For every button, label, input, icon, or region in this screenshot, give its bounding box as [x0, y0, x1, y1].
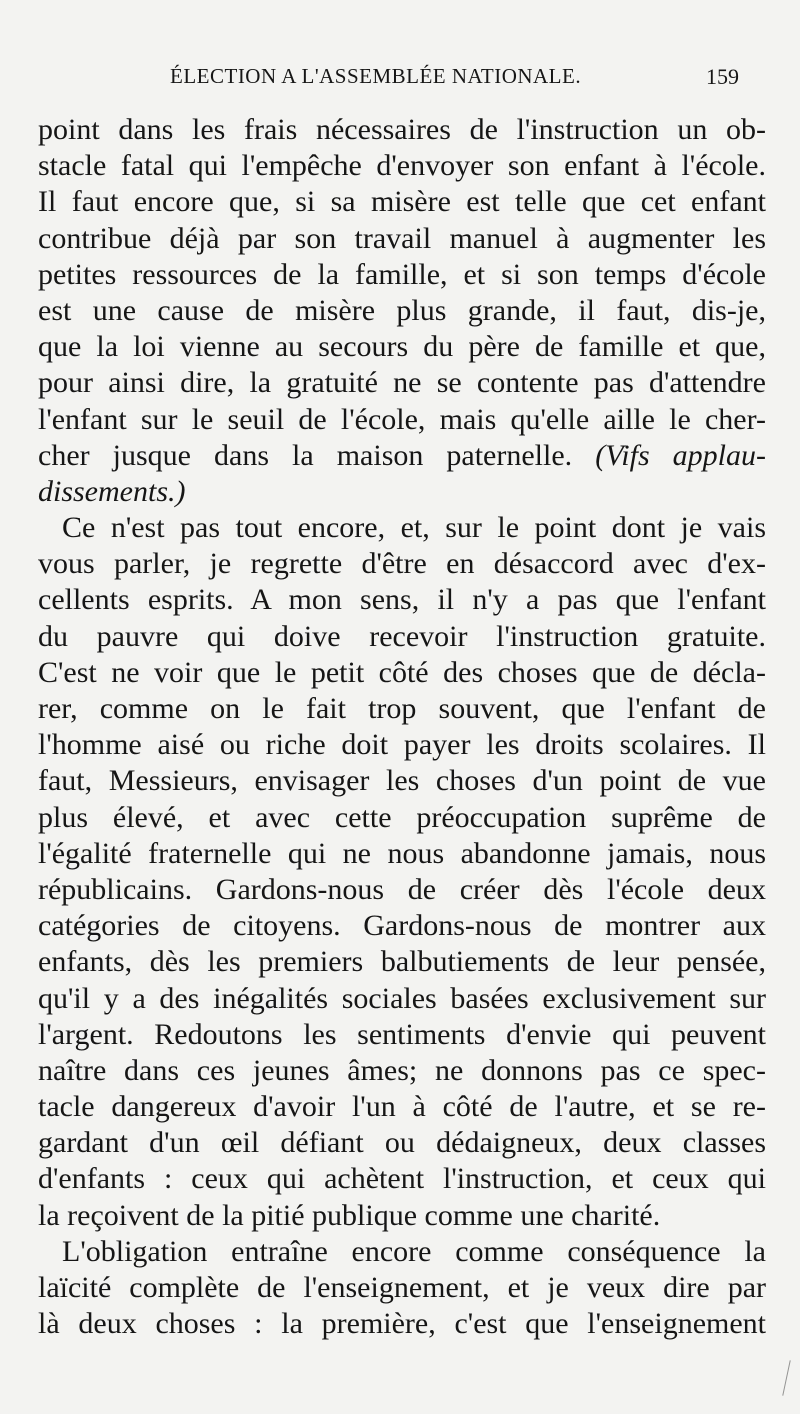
text-line: C'est ne voir que le petit côté des choses que de décla- — [38, 655, 766, 689]
text-line: pour ainsi dire, la gratuité ne se contente pas d'attendre — [38, 366, 766, 400]
text-line: gardant d'un œil défiant ou dédaigneux, deux classes — [38, 1126, 766, 1160]
text-fragment: cher jusque dans la maison paternelle. — [38, 438, 573, 472]
applause-note-end: dissements.) — [38, 474, 186, 508]
text-line: petites ressources de la famille, et si son temps d'école — [38, 257, 766, 291]
page-number: 159 — [706, 64, 739, 89]
page-edge-mark — [782, 1360, 790, 1395]
text-line: la reçoivent de la pitié publique comme une charité. — [38, 1198, 661, 1232]
text-line: cellents esprits. A mon sens, il n'y a pas que l'enfant — [38, 583, 766, 617]
text-line: laïcité complète de l'enseignement, et je veux dire par — [38, 1271, 766, 1304]
text-line: l'homme aisé ou riche doit payer les droits scolaires. Il — [38, 728, 766, 762]
text-line: là deux choses : la première, c'est que l'enseignement — [38, 1307, 766, 1341]
text-line: est une cause de misère plus grande, il faut, dis-je, — [38, 293, 766, 327]
text-line: naître dans ces jeunes âmes; ne donnons pas ce spec- — [38, 1053, 766, 1087]
text-line: enfants, dès les premiers balbutiements de leur pensée, — [38, 945, 766, 979]
text-line: que la loi vienne au secours du père de famille et que, — [38, 330, 766, 364]
text-line: d'enfants : ceux qui achètent l'instruction, et ceux qui — [38, 1162, 766, 1196]
paragraph-start: L'obligation entraîne encore comme conséquence la — [62, 1234, 766, 1268]
text-line: l'égalité fraternelle qui ne nous abandonne jamais, nous — [38, 836, 766, 870]
text-line: qu'il y a des inégalités sociales basées exclusivement sur — [38, 981, 766, 1015]
text-line: l'enfant sur le seuil de l'école, mais qu'elle aille le cher- — [38, 402, 766, 436]
text-line: vous parler, je regrette d'être en désaccord avec d'ex- — [38, 547, 766, 581]
paragraph-start: Ce n'est pas tout encore, et, sur le point dont je vais — [62, 511, 766, 545]
text-line: point dans les frais nécessaires de l'instruction un ob- — [38, 113, 766, 146]
text-line: républicains. Gardons-nous de créer dès l'école deux — [38, 872, 766, 906]
applause-note: (Vifs applau- — [595, 438, 766, 472]
text-line: rer, comme on le fait trop souvent, que l'enfant de — [38, 692, 766, 725]
text-line: stacle fatal qui l'empêche d'envoyer son enfant à l'école. — [38, 149, 766, 183]
text-line: plus élevé, et avec cette préoccupation suprême de — [38, 800, 766, 834]
text-line: l'argent. Redoutons les sentiments d'envie qui peuvent — [38, 1017, 766, 1051]
text-line: du pauvre qui doive recevoir l'instruction gratuite. — [38, 619, 766, 653]
text-line: contribue déjà par son travail manuel à augmenter les — [38, 221, 766, 255]
text-line: catégories de citoyens. Gardons-nous de montrer aux — [38, 909, 766, 943]
text-line: faut, Messieurs, envisager les choses d'un point de vue — [38, 764, 766, 798]
running-head: ÉLECTION A L'ASSEMBLÉE NATIONALE. — [170, 64, 582, 88]
text-line-with-applause — [38, 438, 766, 474]
text-line: Il faut encore que, si sa misère est telle que cet enfant — [38, 185, 766, 219]
text-line: tacle dangereux d'avoir l'un à côté de l'autre, et se re- — [38, 1090, 766, 1124]
body-text — [38, 112, 766, 1342]
